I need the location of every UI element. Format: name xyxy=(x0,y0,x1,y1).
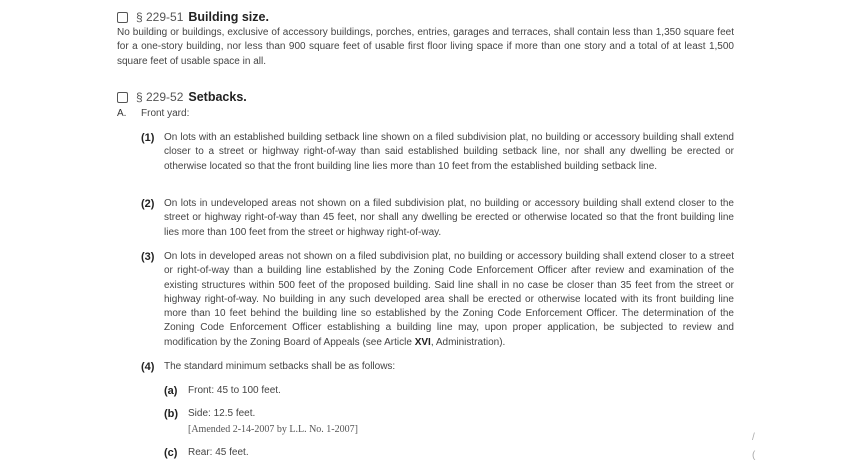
section-heading-229-51 xyxy=(117,8,269,26)
amendment-note: [Amended 2-14-2007 by L.L. No. 1-2007] xyxy=(188,424,358,435)
setback-text: Rear: 45 feet. xyxy=(188,447,249,458)
item-label: (4) xyxy=(141,361,155,373)
section-body: No building or buildings, exclusive of accessory buildings, porches, entries, garages and terraces, shall contain less than 1,350 square feet for a one-story building, nor less than 900 square feet of usable first floor living space if more than one story and a total of at least 1,500 square feet of usable space in all. xyxy=(117,27,734,67)
setback-text: Side: 12.5 feet. xyxy=(188,408,256,419)
article-link[interactable]: XVI xyxy=(414,336,431,348)
section-title: Setbacks. xyxy=(188,90,247,104)
item-text: The standard minimum setbacks shall be as follows: xyxy=(164,361,396,372)
section-checkbox[interactable] xyxy=(117,92,128,103)
item-text xyxy=(164,250,734,350)
item-text-part: , Administration). xyxy=(430,336,506,348)
subsection-text: Front yard: xyxy=(141,108,190,119)
setback-text: Front: 45 to 100 feet. xyxy=(188,385,281,396)
section-title: Building size. xyxy=(188,10,269,24)
setback-label: (a) xyxy=(164,385,178,397)
section-number-link[interactable]: § 229-52 xyxy=(136,90,184,104)
section-checkbox[interactable] xyxy=(117,12,128,23)
setback-label: (c) xyxy=(164,447,178,459)
item-label: (1) xyxy=(141,132,155,144)
item-text: On lots in undeveloped areas not shown on a filed subdivision plat, no building or accessory building shall extend closer to the street or highway right-of-way than 45 feet, nor shall any dwelling be erected or otherwise located so that the front building line lies more than 100 feet from the street or highway right-of-way. xyxy=(164,198,734,238)
item-text-part: On lots in developed areas not shown on a filed subdivision plat, no building or accessory building shall extend closer to a street or right-of-way than a building line established by the Zoning Code Enforcement Officer after review and examination of the existing structures within 500 feet of the proposed building. Said line shall in no case be closer than 35 feet from the street or highway right-of-way. No building in any such developed area shall be erected or otherwise located with its front building line more than 10 feet behind the building line so established by the Zoning Code Enforcement Officer. The determination of the Zoning Code Enforcement Officer establishing a building line may, upon proper application, be subjected to review and modification by the Zoning Board of Appeals (see Article xyxy=(164,251,734,348)
section-number-link[interactable]: § 229-51 xyxy=(136,10,184,24)
edge-mark: ( xyxy=(752,450,756,461)
subsection-label: A. xyxy=(117,108,127,119)
item-text: On lots with an established building setback line shown on a filed subdivision plat, no building or accessory building shall extend closer to a street or highway right-of-way than said established building setback line, nor shall any dwelling be erected or otherwise located so that the front building line lies more than 10 feet from the established building setback line. xyxy=(164,132,734,172)
setback-label: (b) xyxy=(164,408,179,420)
section-heading-229-52 xyxy=(117,88,247,106)
item-label: (2) xyxy=(141,198,155,210)
item-label: (3) xyxy=(141,251,155,263)
edge-mark: / xyxy=(752,432,755,443)
